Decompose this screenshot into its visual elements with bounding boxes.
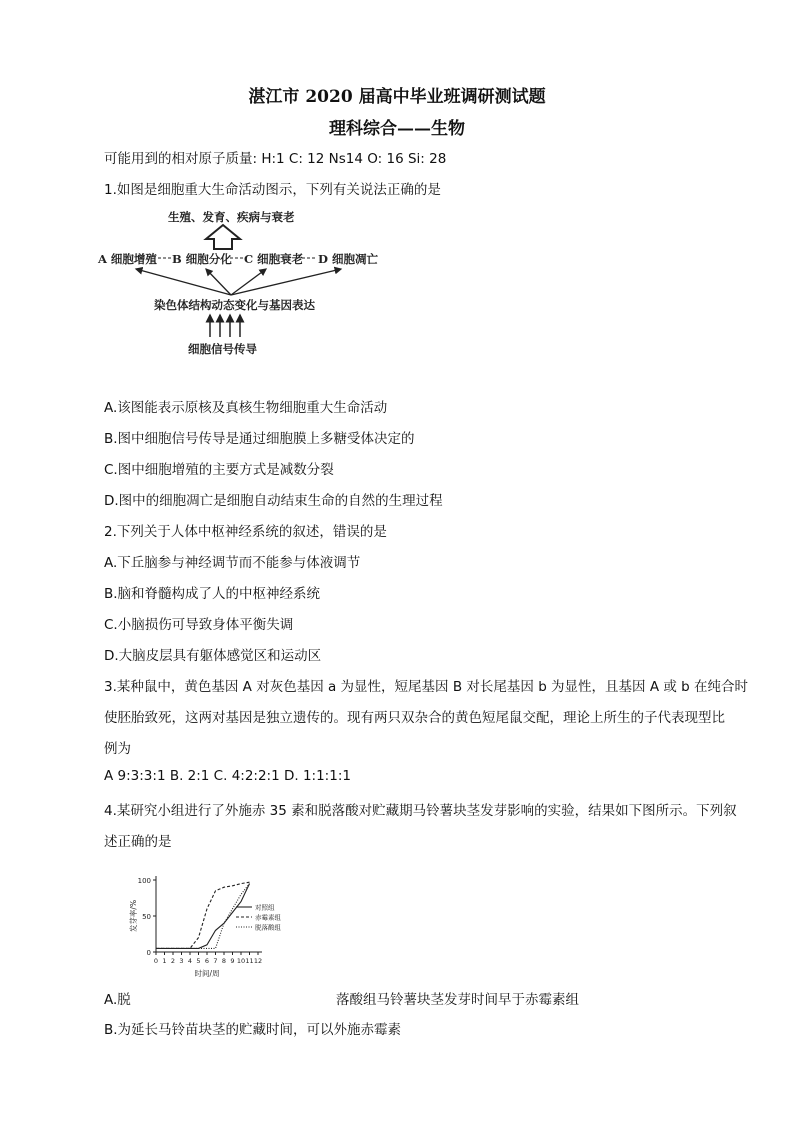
q3-line-1: 3.某种鼠中，黄色基因 A 对灰色基因 a 为显性，短尾基因 B 对长尾基因 b 为显性，且基因 A 或 b 在纯合时 [104,679,749,695]
legend-label-2: 脱落酸组 [255,923,281,932]
diagram-stage-c: C 细胞衰老 [244,252,304,266]
series-line-1 [156,882,250,948]
q1-option-d: D.图中的细胞凋亡是细胞自动结束生命的自然的生理过程 [104,493,443,509]
x-tick-label: 10 [236,957,246,965]
y-axis-label: 发芽率/% [129,899,138,933]
diagram-top-label: 生殖、发育、疾病与衰老 [168,210,295,224]
q2-option-c: C.小脑损伤可导致身体平衡失调 [104,617,294,633]
x-tick-label: 2 [170,957,176,965]
diagram-bottom-label: 细胞信号传导 [188,342,257,356]
x-tick-label: 11 [245,957,254,965]
hollow-up-arrow [206,225,240,249]
legend-label-1: 赤霉素组 [255,913,281,922]
q4-option-a-right: 落酸组马铃薯块茎发芽时间早于赤霉素组 [336,992,579,1008]
x-axis-label: 时间/周 [194,969,220,978]
q4-option-b: B.为延长马铃苗块茎的贮藏时间，可以外施赤霉素 [104,1022,402,1038]
x-tick-label: 4 [187,957,193,965]
x-tick-label: 3 [179,957,184,965]
x-tick-label: 7 [213,957,218,965]
y-tick-label: 0 [146,949,151,957]
series-line-2 [156,884,250,949]
series-line-0 [156,884,250,949]
x-tick-label: 1 [162,957,167,965]
page-title: 湛江市 2020 届高中毕业班调研测试题 [248,87,546,107]
q3-options: A 9:3:3:1 B. 2:1 C. 4:2:2:1 D. 1:1:1:1 [104,768,351,784]
q3-line-2: 使胚胎致死，这两对基因是独立遗传的。现有两只双杂合的黄色短尾鼠交配，理论上所生的子代表现型比 [104,710,725,726]
q1-option-b: B.图中细胞信号传导是通过细胞膜上多糖受体决定的 [104,431,415,447]
q4-option-a-left: A.脱 [104,992,131,1008]
q3-line-3: 例为 [104,741,131,757]
y-tick-label: 100 [137,877,151,885]
q1-stem: 1.如图是细胞重大生命活动图示，下列有关说法正确的是 [104,182,441,198]
chart-svg [118,872,328,990]
q4-line-2: 述正确的是 [104,834,172,850]
q4-germination-chart [118,872,328,990]
diagram-stage-b: B 细胞分化 [172,252,232,266]
x-tick-label: 9 [230,957,235,965]
q2-stem: 2.下列关于人体中枢神经系统的叙述，错误的是 [104,524,387,540]
x-tick-label: 5 [196,957,201,965]
x-tick-label: 0 [153,957,159,965]
q1-option-a: A.该图能表示原核及真核生物细胞重大生命活动 [104,400,388,416]
diagram-stage-a: A 细胞增殖 [98,252,157,266]
x-tick-label: 6 [204,957,210,965]
atomic-masses: 可能用到的相对原子质量: H:1 C: 12 Ns14 O: 16 Si: 28 [104,151,447,167]
arrow-to-a [136,269,231,295]
diagram-stage-d: D 细胞凋亡 [318,252,378,266]
q1-diagram [96,205,396,365]
page-subtitle: 理科综合——生物 [329,119,465,139]
q2-option-b: B.脑和脊髓构成了人的中枢神经系统 [104,586,321,602]
q2-option-a: A.下丘脑参与神经调节而不能参与体液调节 [104,555,361,571]
q4-line-1: 4.某研究小组进行了外施赤 35 素和脱落酸对贮藏期马铃薯块茎发芽影响的实验，结果如下图所示。下列叙 [104,803,737,819]
legend-label-0: 对照组 [255,903,275,912]
q2-option-d: D.大脑皮层具有躯体感觉区和运动区 [104,648,322,664]
diagram-middle-label: 染色体结构动态变化与基因表达 [154,298,315,312]
x-tick-label: 8 [221,957,227,965]
y-tick-label: 50 [142,913,151,921]
x-tick-label: 12 [253,957,263,965]
q1-option-c: C.图中细胞增殖的主要方式是减数分裂 [104,462,334,478]
